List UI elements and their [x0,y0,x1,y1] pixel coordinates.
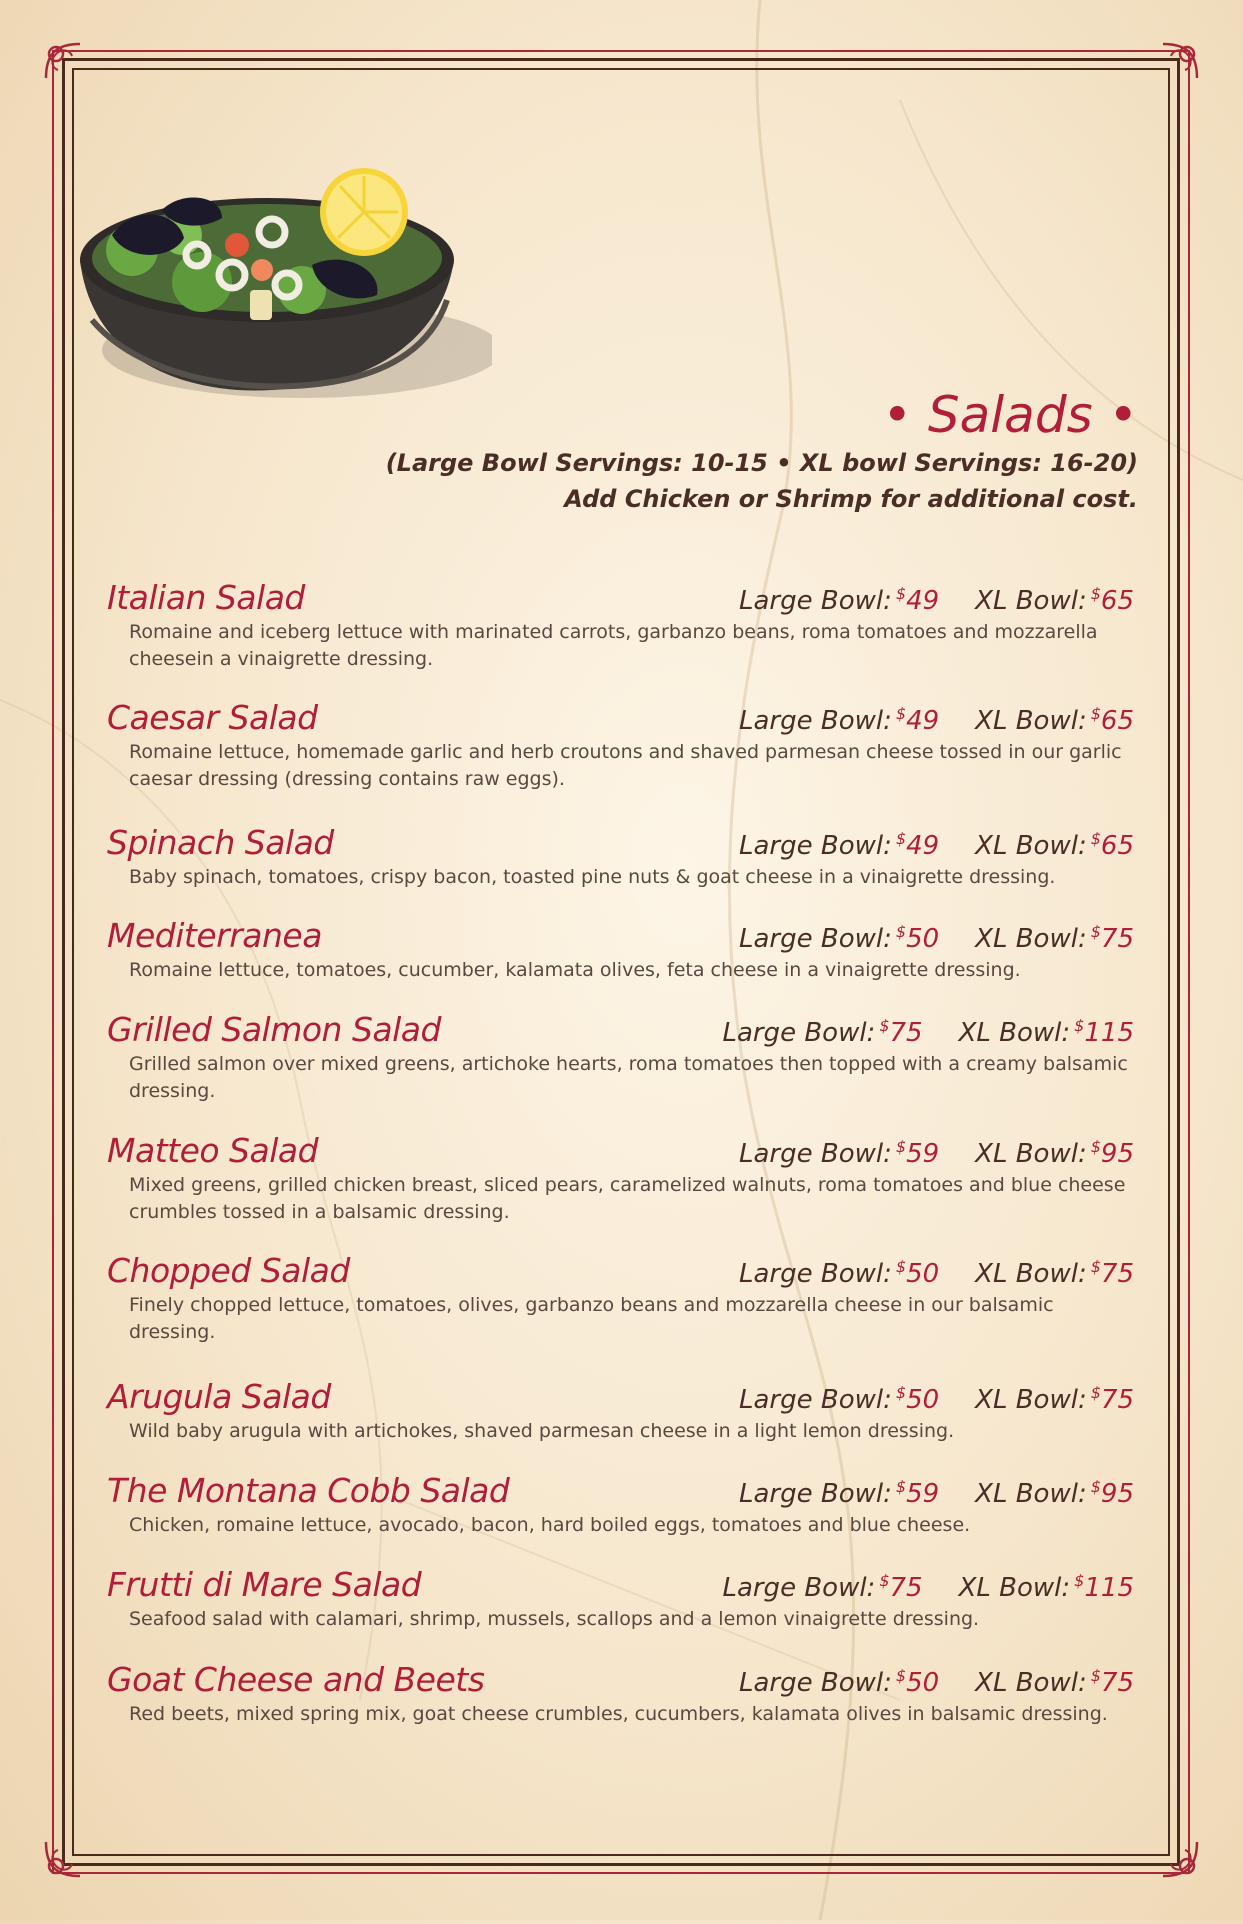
item-name: Frutti di Mare Salad [107,1565,422,1604]
menu-item [107,578,1134,698]
section-header [386,385,1138,517]
large-bowl-label: Large Bowl: [722,1018,876,1048]
item-description: Baby spinach, tomatoes, crispy bacon, toasted pine nuts & goat cheese in a vinaigrette dressing. [129,866,1056,888]
currency-symbol: $ [895,1257,907,1276]
menu-item [107,916,1134,1010]
item-name: Italian Salad [107,578,305,617]
large-bowl-label: Large Bowl: [739,1139,892,1169]
salad-menu-list [107,578,1134,1754]
xl-bowl-label: XL Bowl: [958,1018,1071,1048]
item-name: Chopped Salad [107,1251,350,1290]
xl-bowl-price: 75 [1100,1385,1134,1415]
large-bowl-price: 50 [906,1668,940,1698]
item-description: Wild baby arugula with artichokes, shaved parmesan cheese in a light lemon dressing. [129,1420,955,1442]
large-bowl-price: 50 [906,1259,940,1289]
menu-item [107,1660,1134,1754]
xl-bowl-price: 65 [1100,831,1134,861]
xl-bowl-label: XL Bowl: [975,1385,1087,1415]
xl-bowl-label: XL Bowl: [975,831,1087,861]
corner-ornament-icon [1159,40,1201,82]
currency-symbol: $ [879,1571,890,1590]
large-bowl-label: Large Bowl: [722,1573,876,1603]
xl-bowl-label: XL Bowl: [975,1139,1087,1169]
currency-symbol: $ [895,829,907,848]
xl-bowl-label: XL Bowl: [975,586,1087,616]
currency-symbol: $ [895,1137,907,1156]
currency-symbol: $ [1074,1571,1085,1590]
salad-bowl-image [72,150,492,410]
item-description: Finely chopped lettuce, tomatoes, olives, garbanzo beans and mozzarella cheese in our balsamic dressing. [129,1294,1054,1343]
item-description: Seafood salad with calamari, shrimp, mussels, scallops and a lemon vinaigrette dressing. [129,1608,980,1630]
item-description: Romaine and iceberg lettuce with marinated carrots, garbanzo beans, roma tomatoes and mozzarella cheesein a vinaigrette dressing. [129,621,1098,670]
currency-symbol: $ [1090,704,1101,723]
xl-bowl-price: 65 [1100,706,1134,736]
xl-bowl-label: XL Bowl: [975,924,1087,954]
xl-bowl-label: XL Bowl: [958,1573,1071,1603]
currency-symbol: $ [895,922,907,941]
item-name: The Montana Cobb Salad [107,1471,510,1510]
item-description: Romaine lettuce, tomatoes, cucumber, kalamata olives, feta cheese in a vinaigrette dressing. [129,959,1021,981]
currency-symbol: $ [1090,1477,1101,1496]
item-prices [739,706,1134,736]
large-bowl-label: Large Bowl: [739,586,892,616]
large-bowl-label: Large Bowl: [739,1385,892,1415]
item-prices [739,1385,1134,1415]
large-bowl-label: Large Bowl: [739,924,892,954]
large-bowl-label: Large Bowl: [739,1479,892,1509]
menu-item [107,1565,1134,1660]
item-prices [739,586,1134,616]
large-bowl-label: Large Bowl: [739,1259,892,1289]
section-title: • Salads • [882,386,1138,444]
item-description: Mixed greens, grilled chicken breast, sliced pears, caramelized walnuts, roma tomatoes and blue cheese crumbles tossed in a balsamic dressing. [129,1174,1126,1223]
menu-item [107,1377,1134,1471]
item-name: Goat Cheese and Beets [107,1660,485,1699]
item-name: Caesar Salad [107,698,318,737]
corner-ornament-icon [42,40,84,82]
xl-bowl-price: 95 [1100,1139,1134,1169]
xl-bowl-label: XL Bowl: [975,1479,1087,1509]
item-prices [722,1018,1134,1048]
servings-note: (Large Bowl Servings: 10-15 • XL bowl Servings: 16-20) [385,449,1138,477]
large-bowl-price: 59 [906,1139,940,1169]
menu-item [107,1251,1134,1377]
item-prices [739,1479,1134,1509]
large-bowl-price: 75 [889,1018,923,1048]
xl-bowl-price: 115 [1084,1573,1134,1603]
item-description: Chicken, romaine lettuce, avocado, bacon, hard boiled eggs, tomatoes and blue cheese. [129,1514,971,1536]
xl-bowl-price: 75 [1100,924,1134,954]
item-name: Mediterranea [107,916,322,955]
currency-symbol: $ [1090,1257,1101,1276]
large-bowl-price: 50 [906,924,940,954]
item-description: Grilled salmon over mixed greens, artichoke hearts, roma tomatoes then topped with a creamy balsamic dressing. [129,1053,1128,1102]
addon-note: Add Chicken or Shrimp for additional cost. [564,485,1138,513]
item-name: Spinach Salad [107,823,334,862]
currency-symbol: $ [879,1016,890,1035]
item-description: Red beets, mixed spring mix, goat cheese crumbles, cucumbers, kalamata olives in balsamic dressing. [129,1703,1108,1725]
currency-symbol: $ [895,584,907,603]
item-name: Arugula Salad [107,1377,331,1416]
large-bowl-price: 50 [906,1385,940,1415]
large-bowl-price: 49 [906,706,940,736]
corner-ornament-icon [42,1838,84,1880]
currency-symbol: $ [1090,1666,1101,1685]
xl-bowl-label: XL Bowl: [975,706,1087,736]
currency-symbol: $ [1090,1137,1101,1156]
currency-symbol: $ [1090,829,1101,848]
xl-bowl-price: 75 [1100,1259,1134,1289]
large-bowl-price: 59 [906,1479,940,1509]
large-bowl-label: Large Bowl: [739,706,892,736]
item-description: Romaine lettuce, homemade garlic and herb croutons and shaved parmesan cheese tossed in our garlic caesar dressing (dressing contains raw eggs). [129,741,1122,790]
large-bowl-label: Large Bowl: [739,1668,892,1698]
item-prices [739,924,1134,954]
currency-symbol: $ [1090,1383,1101,1402]
currency-symbol: $ [895,1666,907,1685]
currency-symbol: $ [1074,1016,1085,1035]
item-name: Matteo Salad [107,1131,319,1170]
xl-bowl-price: 115 [1084,1018,1134,1048]
xl-bowl-label: XL Bowl: [975,1668,1087,1698]
currency-symbol: $ [1090,584,1101,603]
menu-item [107,1131,1134,1251]
item-prices [739,1139,1134,1169]
currency-symbol: $ [895,1477,907,1496]
xl-bowl-price: 95 [1100,1479,1134,1509]
large-bowl-price: 49 [906,586,940,616]
large-bowl-price: 49 [906,831,940,861]
menu-item [107,823,1134,916]
menu-item [107,1010,1134,1131]
currency-symbol: $ [1090,922,1101,941]
item-prices [739,831,1134,861]
xl-bowl-price: 75 [1100,1668,1134,1698]
item-name: Grilled Salmon Salad [107,1010,441,1049]
xl-bowl-price: 65 [1100,586,1134,616]
item-prices [739,1668,1134,1698]
large-bowl-price: 75 [889,1573,923,1603]
item-prices [739,1259,1134,1289]
item-prices [722,1573,1134,1603]
currency-symbol: $ [895,704,907,723]
menu-item [107,698,1134,823]
currency-symbol: $ [895,1383,907,1402]
menu-item [107,1471,1134,1565]
corner-ornament-icon [1159,1838,1201,1880]
large-bowl-label: Large Bowl: [739,831,892,861]
xl-bowl-label: XL Bowl: [975,1259,1087,1289]
